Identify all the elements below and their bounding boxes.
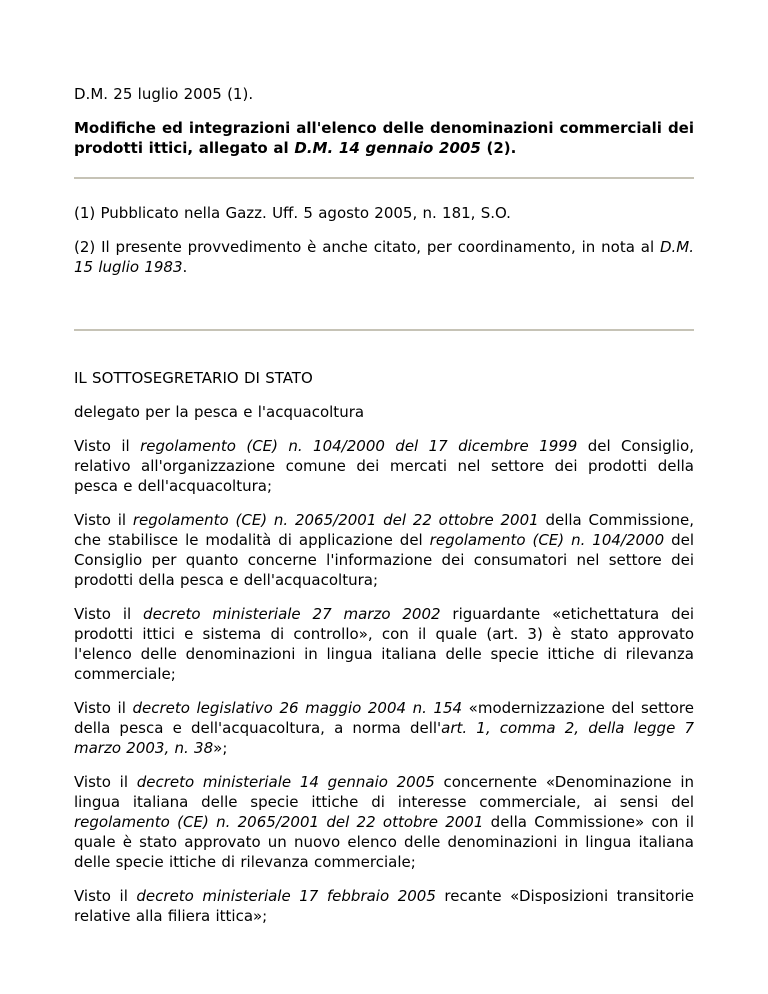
recital-3 [74,604,694,684]
decree-line: D.M. 25 luglio 2005 (1). [74,85,254,103]
recital-5-ref-2: regolamento (CE) n. 2065/2001 del 22 ottobre 2001 [74,813,484,831]
authority-heading: IL SOTTOSEGRETARIO DI STATO [74,369,313,387]
footnote-2-text: (2) Il presente provvedimento è anche citato, per coordinamento, in nota al [74,238,660,256]
footnote-2-end: . [182,258,188,276]
recital-3-text-a: Visto il [74,605,144,623]
recital-2-ref-1: regolamento (CE) n. 2065/2001 del 22 ottobre 2001 [132,511,539,529]
recital-4 [74,698,694,758]
recital-2-text-c: del Consiglio per quanto concerne l'informazione dei consumatori nel settore dei prodotti della pesca e dell'acquacoltura; [74,531,695,589]
footnote-2 [74,237,694,277]
recital-3-ref: decreto ministeriale 27 marzo 2002 [143,605,441,623]
recital-4-text-c: »; [213,739,228,757]
recital-3-text-b: riguardante «etichettatura dei prodotti ittici e sistema di controllo», con il quale (art. 3) è stato approvato l'elenco delle denominazioni in lingua italiana delle specie ittiche di rilevanza commerciale; [74,605,695,683]
recital-1-text-b: del Consiglio, relativo all'organizzazione comune dei mercati nel settore dei prodotti della pesca e dell'acquacoltura; [74,437,694,495]
recital-5-text-b: concernente «Denominazione in lingua italiana delle specie ittiche di interesse commerciale, ai sensi del [74,773,695,811]
recital-4-text-b: «modernizzazione del settore della pesca e dell'acquacoltura, a norma dell' [74,699,694,737]
title-text: Modifiche ed integrazioni all'elenco delle denominazioni commerciali dei prodotti ittici, allegato al [74,119,694,157]
title-decree-ref: D.M. 14 gennaio 2005 [294,139,481,157]
recital-4-text-a: Visto il [74,699,133,717]
recital-4-ref-2: art. 1, comma 2, della legge 7 marzo 2003, n. 38 [74,719,694,757]
title-note-ref: (2). [480,139,517,157]
recital-2-text-b: della Commissione, che stabilisce le modalità di applicazione del [74,511,695,549]
recital-1-ref: regolamento (CE) n. 104/2000 del 17 dicembre 1999 [140,437,578,455]
recital-5-ref-1: decreto ministeriale 14 gennaio 2005 [136,773,435,791]
recital-6-text-b: recante «Disposizioni transitorie relative alla filiera ittica»; [74,887,695,925]
recital-6 [74,886,694,926]
recital-5-text-c: della Commissione» con il quale è stato approvato un nuovo elenco delle denominazioni in lingua italiana delle specie ittiche di rilevanza commerciale; [74,813,694,871]
recital-1-text-a: Visto il [74,437,141,455]
footnote-1: (1) Pubblicato nella Gazz. Uff. 5 agosto 2005, n. 181, S.O. [74,204,511,222]
recital-6-ref: decreto ministeriale 17 febbraio 2005 [136,887,436,905]
recital-5-text-a: Visto il [74,773,137,791]
footnote-2-ref: D.M. 15 luglio 1983 [74,238,694,276]
recital-2 [74,510,694,590]
recital-2-text-a: Visto il [74,511,133,529]
document-title [74,118,694,158]
recital-5 [74,772,694,872]
header-divider [74,177,694,179]
recital-6-text-a: Visto il [74,887,137,905]
authority-delegation: delegato per la pesca e l'acquacoltura [74,403,365,421]
recital-2-ref-2: regolamento (CE) n. 104/2000 [429,531,665,549]
recital-4-ref-1: decreto legislativo 26 maggio 2004 n. 154 [132,699,463,717]
recital-1 [74,436,694,496]
notes-divider [74,329,694,331]
